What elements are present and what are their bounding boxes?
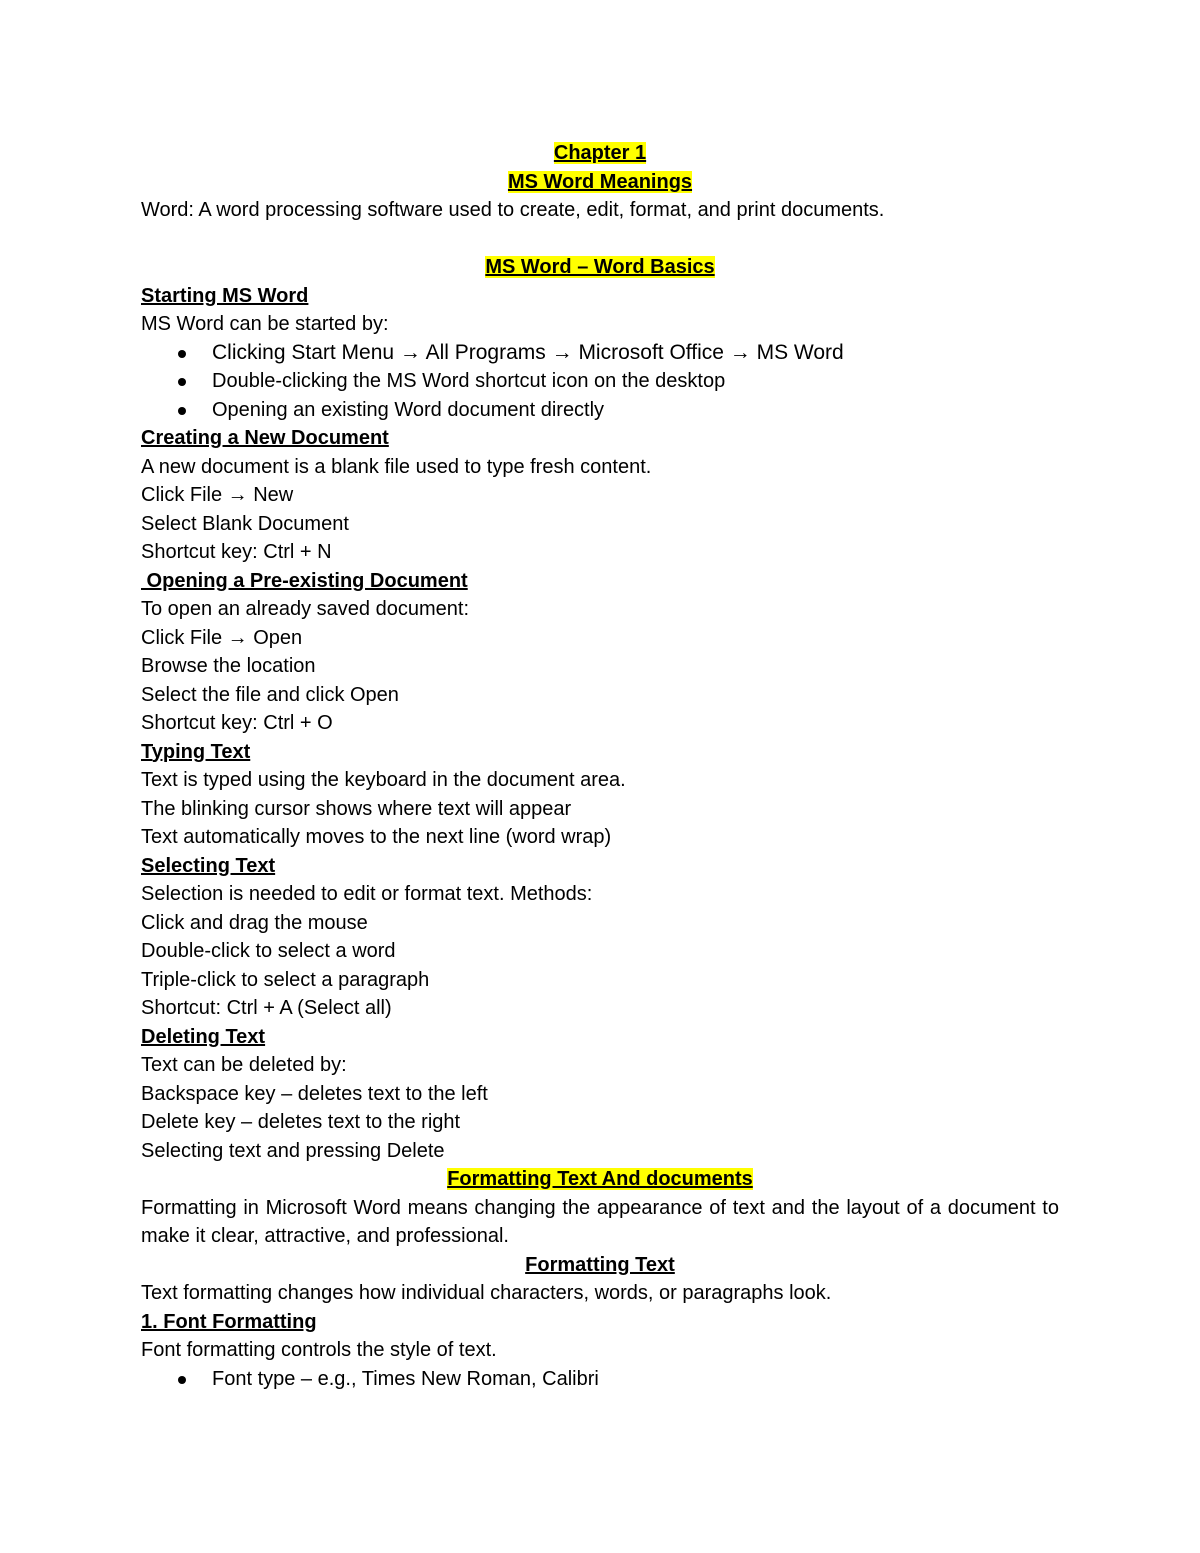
word-definition: Word: A word processing software used to create, edit, format, and print documents. [141, 199, 885, 221]
list-item: Clicking Start Menu → All Programs → Microsoft Office → MS Word [141, 339, 1059, 368]
deleting-line: Delete key – deletes text to the right [141, 1111, 461, 1133]
blank-line [141, 225, 1059, 254]
selecting-line: Click and drag the mouse [141, 911, 368, 934]
creating-heading: Creating a New Document [141, 427, 389, 449]
formatting-text-heading: Formatting Text [525, 1253, 675, 1276]
basics-heading: MS Word – Word Basics [485, 256, 715, 278]
bullet-icon [178, 407, 186, 415]
selecting-line: Shortcut: Ctrl + A (Select all) [141, 997, 392, 1019]
font-formatting-intro: Font formatting controls the style of text. [141, 1339, 497, 1361]
deleting-heading: Deleting Text [141, 1025, 266, 1048]
list-item: Font type – e.g., Times New Roman, Calibri [141, 1365, 1059, 1394]
creating-line: Click File → New [141, 484, 294, 506]
selecting-line: Selection is needed to edit or format text. Methods: [141, 883, 593, 905]
typing-line: Text is typed using the keyboard in the document area. [141, 769, 626, 791]
deleting-line: Text can be deleted by: [141, 1054, 347, 1076]
deleting-line: Selecting text and pressing Delete [141, 1139, 445, 1162]
creating-line: Shortcut key: Ctrl + N [141, 541, 332, 563]
list-item: Opening an existing Word document directly [141, 396, 1059, 425]
bullet-icon [178, 350, 186, 358]
chapter-subtitle: MS Word Meanings [507, 170, 693, 193]
opening-line: Browse the location [141, 655, 316, 677]
formatting-intro: Formatting in Microsoft Word means changing the appearance of text and the layout of a document to make it clear, attractive, and professional. [141, 1196, 1059, 1247]
typing-line: Text automatically moves to the next line (word wrap) [141, 826, 612, 848]
bullet-icon [178, 1376, 186, 1384]
creating-line: A new document is a blank file used to type fresh content. [141, 455, 652, 478]
selecting-line: Double-click to select a word [141, 940, 396, 962]
document-body [141, 139, 1059, 1393]
creating-line: Select Blank Document [141, 512, 349, 535]
font-formatting-heading: 1. Font Formatting [141, 1310, 317, 1333]
starting-heading: Starting MS Word [141, 284, 309, 307]
typing-heading: Typing Text [141, 740, 251, 763]
bullet-icon [178, 378, 186, 386]
list-item: Double-clicking the MS Word shortcut icon on the desktop [141, 367, 1059, 396]
selecting-line: Triple-click to select a paragraph [141, 968, 430, 991]
selecting-heading: Selecting Text [141, 854, 276, 877]
formatting-text-intro: Text formatting changes how individual characters, words, or paragraphs look. [141, 1282, 832, 1304]
opening-heading: Opening a Pre-existing Document [141, 569, 468, 592]
typing-line: The blinking cursor shows where text will appear [141, 797, 572, 820]
formatting-heading: Formatting Text And documents [447, 1168, 753, 1190]
deleting-line: Backspace key – deletes text to the left [141, 1082, 488, 1105]
starting-intro: MS Word can be started by: [141, 313, 389, 335]
opening-line: To open an already saved document: [141, 598, 469, 620]
opening-line: Shortcut key: Ctrl + O [141, 712, 333, 734]
chapter-title: Chapter 1 [553, 142, 647, 164]
opening-line: Click File → Open [141, 626, 303, 649]
opening-line: Select the file and click Open [141, 683, 399, 706]
